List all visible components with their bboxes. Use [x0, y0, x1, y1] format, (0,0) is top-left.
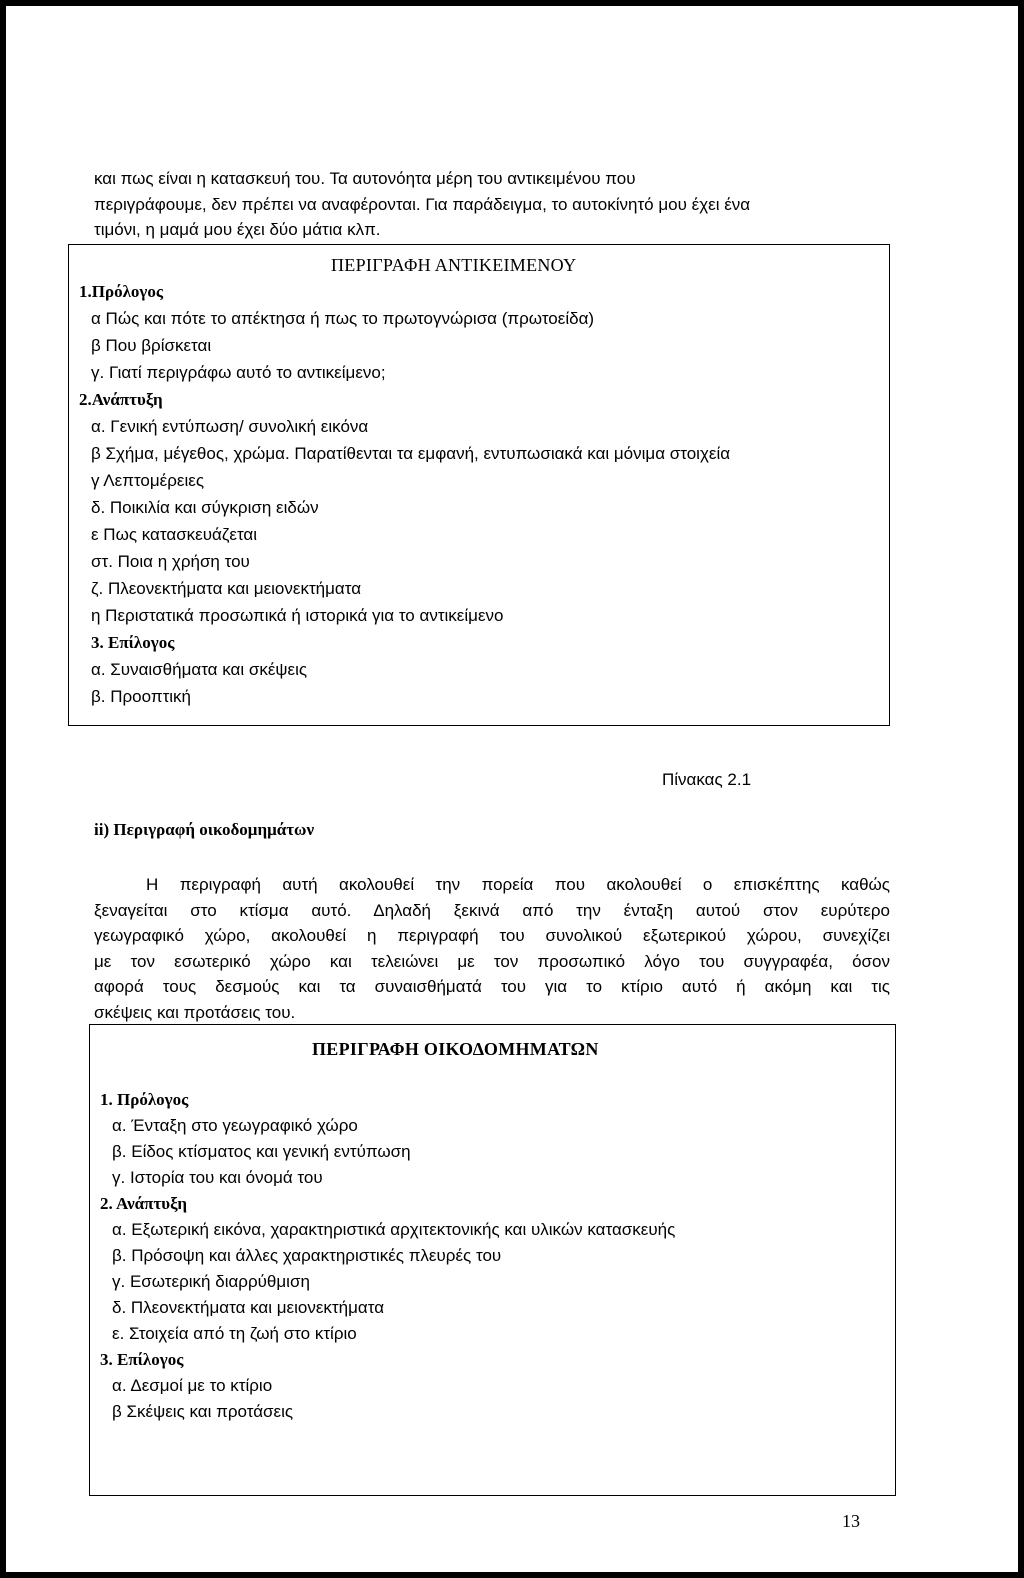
list-item: γ Λεπτομέρειες	[91, 471, 205, 490]
list-item: δ. Πλεονεκτήματα και μειονεκτήματα	[112, 1298, 385, 1317]
section-heading: ii) Περιγραφή οικοδομημάτων	[94, 820, 315, 839]
list-item: η Περιστατικά προσωπικά ή ιστορικά για το αντικείμενο	[91, 606, 504, 625]
object-description-table	[68, 244, 890, 726]
intro-paragraph	[94, 166, 884, 243]
table-caption: Πίνακας 2.1	[662, 770, 752, 789]
list-item: β. Προοπτική	[91, 687, 192, 706]
buildings-paragraph	[94, 872, 890, 1025]
list-item: α. Εξωτερική εικόνα, χαρακτηριστικά αρχιτεκτονικής και υλικών κατασκευής	[112, 1220, 676, 1239]
list-item: β Που βρίσκεται	[91, 336, 212, 355]
list-item: γ. Εσωτερική διαρρύθμιση	[112, 1272, 310, 1291]
intro-line: περιγράφουμε, δεν πρέπει να αναφέρονται. Για παράδειγμα, το αυτοκίνητό μου έχει ένα	[94, 194, 751, 214]
list-item: γ. Γιατί περιγράφω αυτό το αντικείμενο;	[91, 363, 386, 382]
list-heading: 1. Πρόλογος	[100, 1090, 189, 1109]
list-item: α. Δεσμοί με το κτίριο	[112, 1376, 273, 1395]
list-item: γ. Ιστορία του και όνομά του	[112, 1168, 323, 1187]
list-item: δ. Ποικιλία και σύγκριση ειδών	[91, 498, 319, 517]
list-heading: 3. Επίλογος	[91, 633, 175, 652]
buildings-description-table	[89, 1024, 896, 1496]
list-item: ε. Στοιχεία από τη ζωή στο κτίριο	[112, 1324, 357, 1343]
list-item: στ. Ποια η χρήση του	[91, 552, 250, 571]
paragraph-line: Η περιγραφή αυτή ακολουθεί την πορεία που ακολουθεί ο επισκέπτης καθώς	[146, 875, 890, 894]
paragraph-line: με τον εσωτερικό χώρο και τελειώνει με τον προσωπικό λόγο του συγγραφέα, όσον	[94, 951, 890, 971]
list-item: α Πώς και πότε το απέκτησα ή πως το πρωτογνώρισα (πρωτοείδα)	[91, 309, 595, 328]
table-title: ΠΕΡΙΓΡΑΦΗ ΟΙΚΟΔΟΜΗΜΑΤΩΝ	[312, 1039, 599, 1059]
table-title: ΠΕΡΙΓΡΑΦΗ ΑΝΤΙΚΕΙΜΕΝΟΥ	[331, 255, 577, 275]
list-heading: 3. Επίλογος	[100, 1350, 184, 1369]
intro-line: τιμόνι, η μαμά μου έχει δύο μάτια κλπ.	[94, 220, 381, 239]
intro-line: και πως είναι η κατασκευή του. Τα αυτονόητα μέρη του αντικειμένου που	[94, 169, 636, 188]
list-item: β Σκέψεις και προτάσεις	[112, 1402, 294, 1421]
list-item: α. Γενική εντύπωση/ συνολική εικόνα	[91, 417, 369, 436]
list-item: β Σχήμα, μέγεθος, χρώμα. Παρατίθενται τα εμφανή, εντυπωσιακά και μόνιμα στοιχεία	[91, 444, 731, 463]
list-heading: 2. Ανάπτυξη	[100, 1194, 187, 1213]
paragraph-line: σκέψεις και προτάσεις του.	[94, 1002, 296, 1022]
list-heading: 1.Πρόλογος	[79, 282, 164, 301]
list-item: α. Συναισθήματα και σκέψεις	[91, 660, 308, 679]
list-item: β. Είδος κτίσματος και γενική εντύπωση	[112, 1142, 411, 1161]
list-item: ζ. Πλεονεκτήματα και μειονεκτήματα	[91, 579, 362, 598]
page-number: 13	[842, 1511, 860, 1531]
list-item: ε Πως κατασκευάζεται	[91, 525, 258, 544]
paragraph-line: ξεναγείται στο κτίσμα αυτό. Δηλαδή ξεκινά από την ένταξη αυτού στον ευρύτερο	[94, 900, 890, 920]
list-item: β. Πρόσοψη και άλλες χαρακτηριστικές πλευρές του	[112, 1246, 502, 1265]
paragraph-line: αφορά τους δεσμούς και τα συναισθήματά του για το κτίριο αυτό ή ακόμη και τις	[94, 977, 890, 996]
list-item: α. Ένταξη στο γεωγραφικό χώρο	[112, 1116, 358, 1135]
paragraph-line: γεωγραφικό χώρο, ακολουθεί η περιγραφή του συνολικού εξωτερικού χώρου, συνεχίζει	[94, 926, 890, 945]
list-heading: 2.Ανάπτυξη	[79, 390, 163, 409]
